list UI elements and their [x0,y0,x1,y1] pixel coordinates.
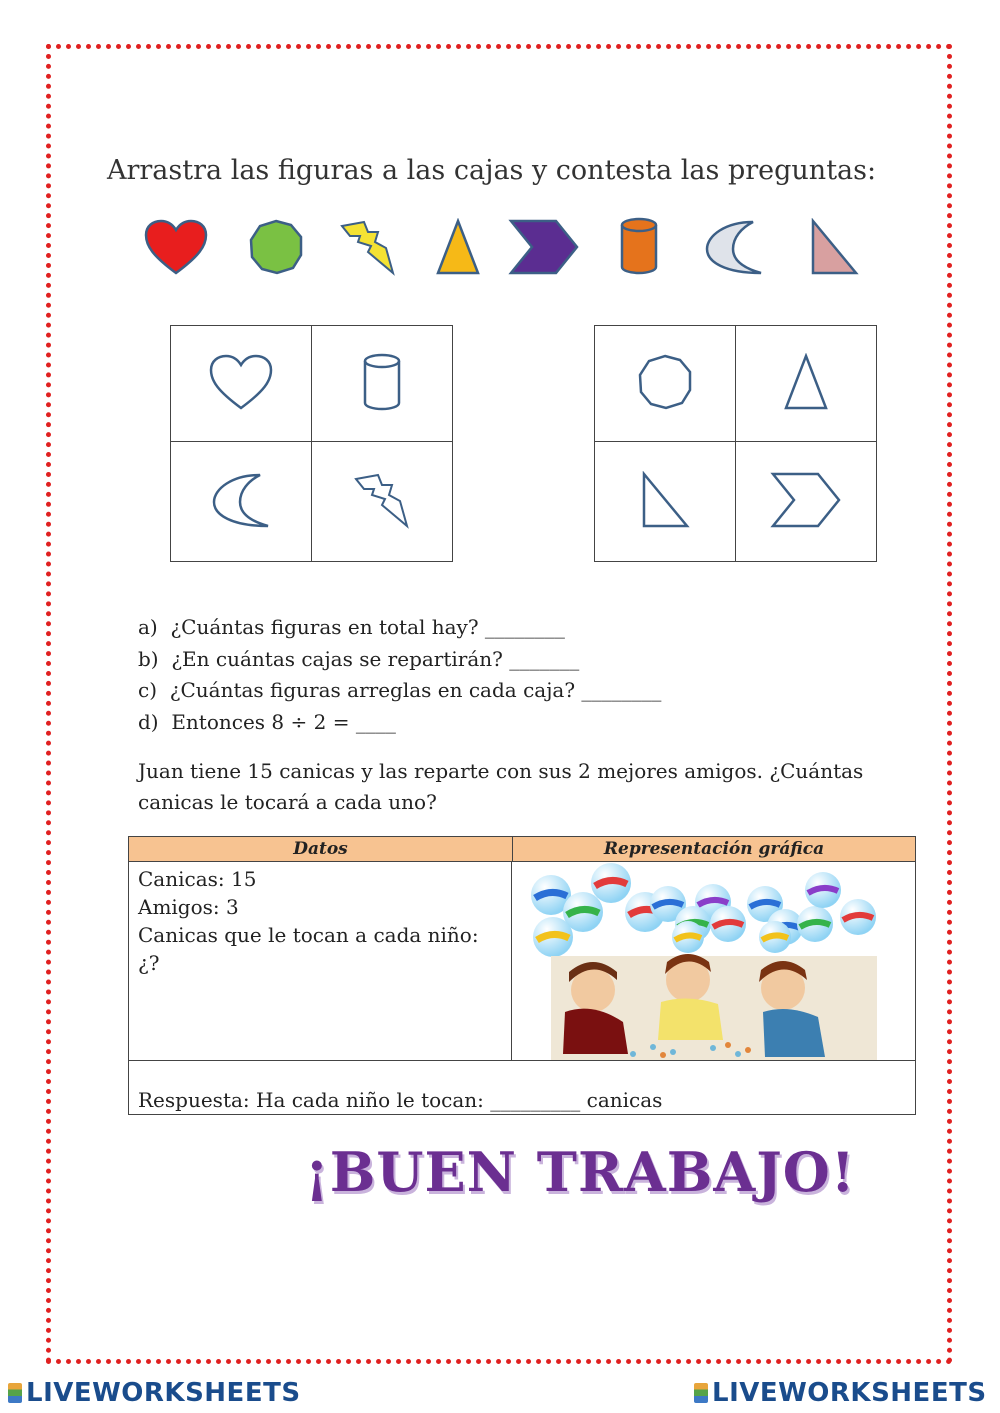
chevron-outline-icon [770,471,842,529]
liveworksheets-logo-icon [8,1383,22,1403]
page-title: Arrastra las figuras a las cajas y contesta las preguntas: [107,155,877,186]
crescent-outline-icon [210,471,272,529]
lightning-outline-icon [352,471,412,529]
children-playing [551,954,877,1060]
datos-canicas: Canicas: 15 [138,867,257,891]
drop-box-left [170,325,453,562]
triangle-icon[interactable] [435,218,481,276]
datos-amigos: Amigos: 3 [138,895,239,919]
crescent-icon[interactable] [703,218,765,276]
question-a[interactable]: a) ¿Cuántas figuras en total hay? ________ [138,615,565,639]
word-problem: Juan tiene 15 canicas y las reparte con sus 2 mejores amigos. ¿Cuántas canicas le tocará a cada uno? [138,759,864,814]
triangle-outline-icon [783,353,829,411]
question-c[interactable]: c) ¿Cuántas figuras arreglas en cada caja? ________ [138,678,662,702]
drop-zone-chevron[interactable] [736,442,877,562]
chevron-icon[interactable] [508,218,580,276]
marbles-children-illustration [513,862,915,1060]
drop-zone-crescent[interactable] [171,442,312,562]
brand-left [8,1378,301,1408]
drop-zone-lightning[interactable] [312,442,453,562]
cylinder-icon[interactable] [618,216,660,276]
data-table [128,836,916,1115]
cylinder-outline-icon [361,352,403,412]
drop-zone-right-triangle[interactable] [595,442,736,562]
drop-zone-octagon[interactable] [595,326,736,442]
heart-icon[interactable] [143,218,209,276]
heart-outline-icon [208,353,274,411]
answer-row[interactable]: Respuesta: Ha cada niño le tocan: _________ canicas [129,1060,915,1115]
octagon-icon[interactable] [247,218,305,276]
question-b[interactable]: b) ¿En cuántas cajas se repartirán? _______ [138,646,580,671]
brand-right-text: LIVEWORKSHEETS [712,1378,987,1408]
lightning-icon[interactable] [338,218,398,276]
datos-cell [129,862,512,1060]
drop-zone-heart[interactable] [171,326,312,442]
brand-right [694,1378,987,1408]
question-d[interactable]: d) Entonces 8 ÷ 2 = ____ [138,709,396,734]
brand-left-text: LIVEWORKSHEETS [26,1378,301,1408]
drop-zone-cylinder[interactable] [312,326,453,442]
right-triangle-outline-icon [639,471,691,529]
drop-zone-triangle[interactable] [736,326,877,442]
question-list [138,612,661,738]
liveworksheets-logo-icon [694,1383,708,1403]
datos-header: Datos [129,837,513,862]
good-job-banner: ¡BUEN TRABAJO! [305,1140,856,1204]
marbles-group [531,863,876,957]
right-triangle-icon[interactable] [808,218,860,276]
representation-cell [513,862,915,1060]
representation-header: Representación gráfica [513,837,915,862]
octagon-outline-icon [636,353,694,411]
drop-box-right [594,325,877,562]
datos-pregunta: Canicas que le tocan a cada niño: ¿? [138,923,479,975]
